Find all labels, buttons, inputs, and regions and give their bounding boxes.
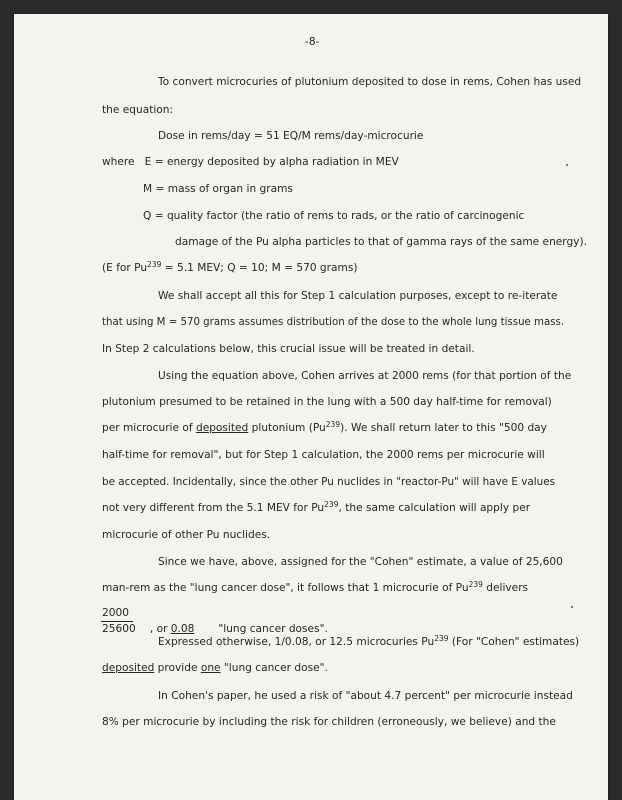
mev-line: not very different from the 5.1 MEV for Pu$^{239}$, the same calculation will apply per <box>102 500 531 514</box>
document-page <box>14 14 608 800</box>
stray-mark <box>566 164 568 166</box>
text-line: be accepted. Incidentally, since the other Pu nuclides in "reactor-Pu" will have E values <box>102 476 556 488</box>
text-line: microcurie of other Pu nuclides. <box>102 529 271 541</box>
text-line: We shall accept all this for Step 1 calculation purposes, except to re-iterate <box>158 290 558 302</box>
text-line: In Cohen's paper, he used a risk of "about 4.7 percent" per microcurie instead <box>158 690 573 702</box>
fraction-result: , or 0.08 "lung cancer doses". <box>146 623 328 635</box>
equation-line: Dose in rems/day = 51 EQ/M rems/day-microcurie <box>158 130 424 142</box>
provide-line: deposited provide one "lung cancer dose". <box>102 662 328 674</box>
expressed-line: Expressed otherwise, 1/0.08, or 12.5 microcuries Pu$^{239}$ (For "Cohen" estimates) <box>158 634 580 648</box>
text-line: 8% per microcurie by including the risk for children (erroneously, we believe) and the <box>102 716 556 728</box>
text-line: Since we have, above, assigned for the "Cohen" estimate, a value of 25,600 <box>158 556 563 568</box>
text-line: plutonium presumed to be retained in the lung with a 500 day half-time for removal) <box>102 396 552 408</box>
text-line: To convert microcuries of plutonium deposited to dose in rems, Cohen has used <box>158 76 582 88</box>
fraction-denominator: 25600 <box>102 623 136 635</box>
text-line: the equation: <box>102 104 174 116</box>
definition-e: where E = energy deposited by alpha radiation in MEV <box>102 156 399 168</box>
manrem-line: man-rem as the "lung cancer dose", it follows that 1 microcurie of Pu$^{239}$ delivers <box>102 580 529 594</box>
definition-q-continued: damage of the Pu alpha particles to that of gamma rays of the same energy). <box>175 236 587 248</box>
deposited-line: per microcurie of deposited plutonium (Pu$^{239}$). We shall return later to this "500 day <box>102 420 547 434</box>
stray-mark <box>571 606 573 608</box>
definition-q: Q = quality factor (the ratio of rems to rads, or the ratio of carcinogenic <box>143 210 525 222</box>
page-number: -8- <box>305 36 320 48</box>
definition-m: M = mass of organ in grams <box>143 183 293 195</box>
text-line: Using the equation above, Cohen arrives at 2000 rems (for that portion of the <box>158 370 572 382</box>
fraction-bar <box>101 621 133 622</box>
text-line: that using M = 570 grams assumes distribution of the dose to the whole lung tissue mass. <box>102 317 565 328</box>
fraction-numerator: 2000 <box>102 607 129 619</box>
text-line: In Step 2 calculations below, this crucial issue will be treated in detail. <box>102 343 475 355</box>
values-line: (E for $Pu^{239} = 5.1$ MEV; Q = 10; M = 570 grams) <box>102 260 358 274</box>
text-line: half-time for removal", but for Step 1 calculation, the 2000 rems per microcurie will <box>102 449 545 461</box>
